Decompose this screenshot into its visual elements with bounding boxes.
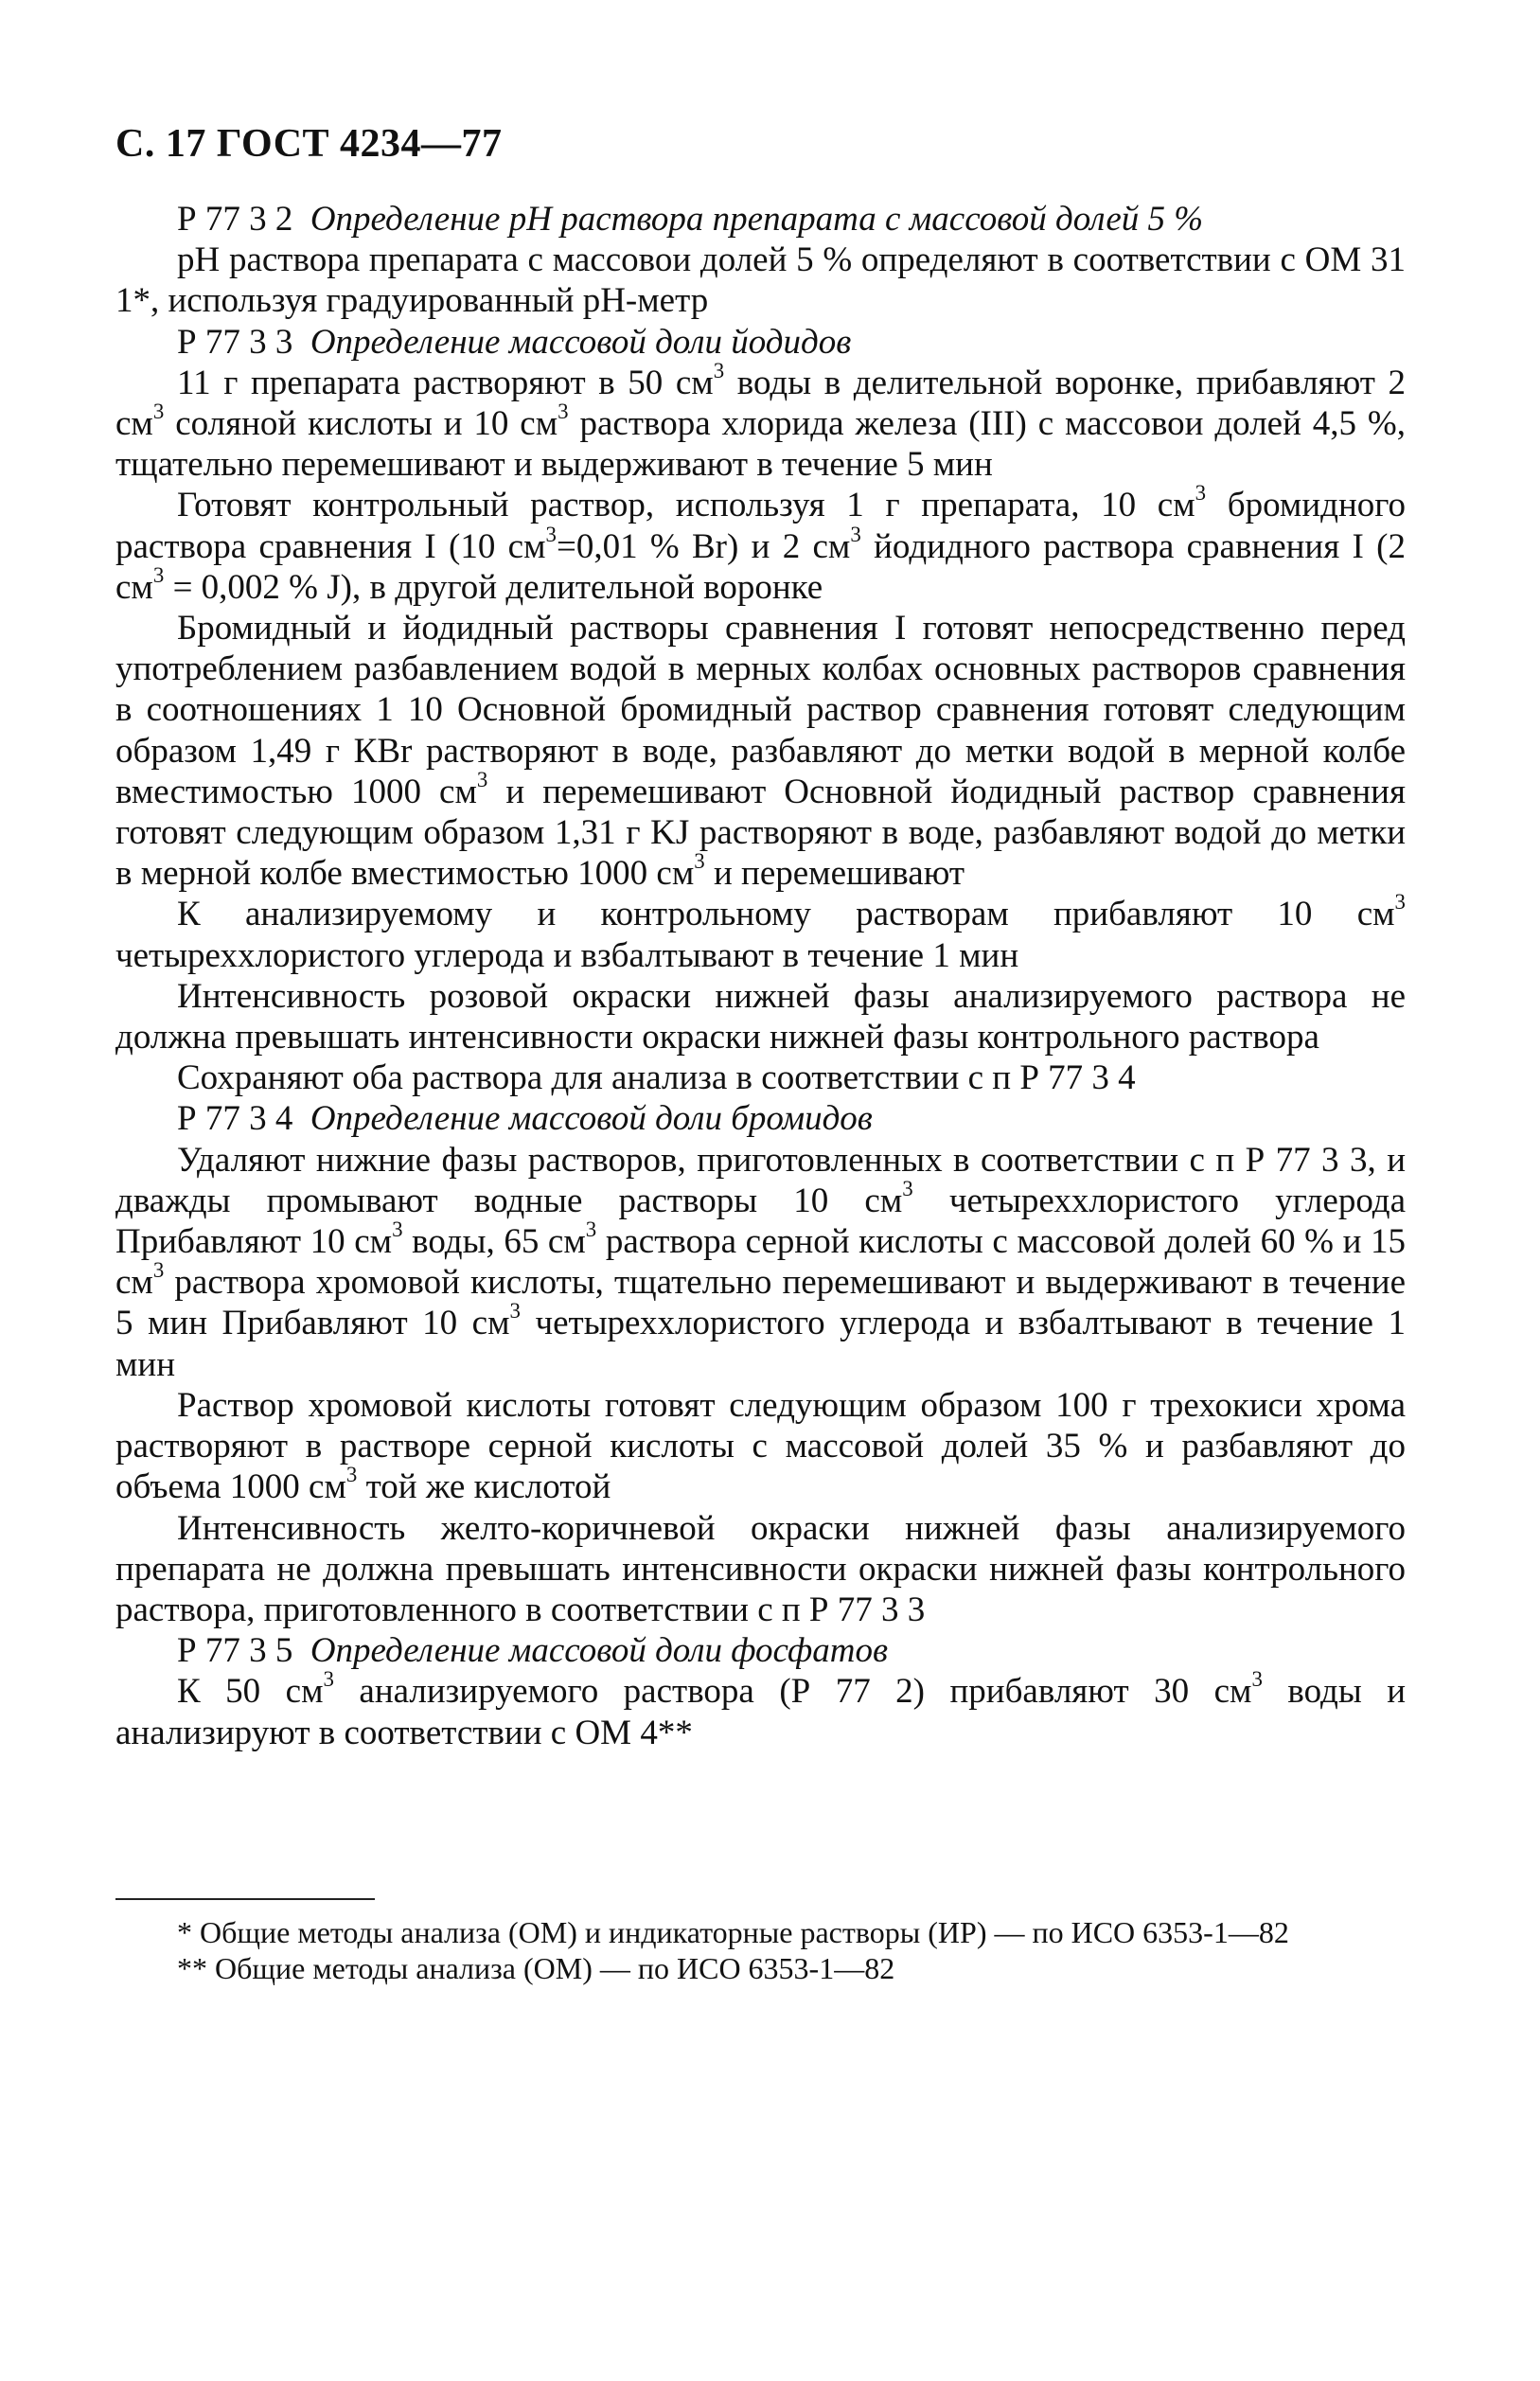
footnotes	[115, 1914, 1406, 1986]
paragraph: Раствор хромовой кислоты готовят следующим образом 100 г трехокиси хрома растворяют в растворе серной кислоты с массовой долей 35 % и разбавляют до объема 1000 $см^3$ той же кислотой	[115, 1385, 1406, 1507]
section-heading	[115, 1630, 1406, 1671]
section-number: Р 77 3 2	[177, 200, 293, 239]
paragraph: Готовят контрольный раствор, используя 1 г препарата, 10 $см^3$ бромидного раствора сравнения I (10 $см^3=0,01$ % Br) и 2 $см^3$ йодидного раствора сравнения I (2 $см^3 = 0,002$ % J), в другой делительной воронке	[115, 481, 1407, 607]
paragraph: Бромидный и йодидный растворы сравнения I готовят непосредственно перед употреблением разбавлением водой в мерных колбах основных растворов сравнения в соотношениях 1 10 Основной бромидный раствор сравнения готовят следующим образом 1,49 г КBr растворяют в воде, разбавляют до метки водой в мерной колбе вместимостью 1000 $см^3$ и перемешивают Основной йодидный раствор сравнения готовят следующим образом 1,31 г KJ растворяют в воде, разбавляют водой до метки в мерной колбе вместимостью 1000 $см^3$ и перемешивают	[115, 609, 1406, 894]
paragraph: pH раствора препарата с массовои долей 5 % определяют в соответствии с ОМ 31 1*, используя градуированный pH-метр	[115, 240, 1406, 321]
paragraph: К анализируемому и контрольному растворам прибавляют 10 $см^3$ четыреххлористого углерода и взбалтывают в течение 1 мин	[115, 890, 1406, 975]
section-heading	[115, 1098, 1406, 1139]
paragraph: Сохраняют оба раствора для анализа в соответствии с п Р 77 3 4	[177, 1058, 1136, 1098]
section-title: Определение pH раствора препарата с массовой долей 5 %	[310, 200, 1204, 239]
paragraph: Интенсивность желто-коричневой окраски нижней фазы анализируемого препарата не должна превышать интенсивности окраски нижней фазы контрольного раствора, приготовленного в соответствии с п Р 77 3 3	[115, 1508, 1406, 1629]
section-title: Определение массовой доли йодидов	[310, 322, 852, 362]
paragraph: Удаляют нижние фазы растворов, приготовленных в соответствии с п Р 77 3 3, и дважды промывают водные растворы 10 $см^3$ четыреххлористого углерода Прибавляют 10 $см^3$ воды, 65 $см^3$ раствора серной кислоты с массовой долей 60 % и 15 $см^3$ раствора хромовой кислоты, тщательно перемешивают и выдерживают в течение 5 мин Прибавляют 10 $см^3$ четыреххлористого углерода и взбалтывают в течение 1 мин	[115, 1140, 1406, 1384]
paragraph: 11 г препарата растворяют в 50 $см^3$ воды в делительной воронке, прибавляют 2 $см^3$ соляной кислоты и 10 $см^3$ раствора хлорида железа (III) с массовои долей 4,5 %, тщательно перемешивают и выдерживают в течение 5 мин	[115, 358, 1406, 485]
section-heading	[115, 199, 1406, 240]
section-title: Определение массовой доли бромидов	[310, 1099, 873, 1139]
paragraph: К 50 $см^3$ анализируемого раствора (Р 77 2) прибавляют 30 $см^3$ воды и анализируют в соответствии с ОМ 4**	[115, 1667, 1407, 1752]
footnote: * Общие методы анализа (ОМ) и индикаторные растворы (ИР) — по ИСО 6353-1—82	[177, 1915, 1289, 1949]
paragraph: Интенсивность розовой окраски нижней фазы анализируемого раствора не должна превышать интенсивности окраски нижней фазы контрольного раствора	[115, 976, 1406, 1057]
body-text	[115, 199, 1406, 1753]
section-heading	[115, 322, 1406, 363]
footnote-divider	[115, 1898, 375, 1900]
section-number: Р 77 3 4	[177, 1099, 293, 1139]
section-title: Определение массовой доли фосфатов	[310, 1631, 889, 1671]
section-number: Р 77 3 5	[177, 1631, 293, 1671]
page-header: С. 17 ГОСТ 4234—77	[115, 122, 503, 166]
section-number: Р 77 3 3	[177, 322, 293, 362]
footnote: ** Общие методы анализа (ОМ) — по ИСО 6353-1—82	[177, 1951, 895, 1985]
